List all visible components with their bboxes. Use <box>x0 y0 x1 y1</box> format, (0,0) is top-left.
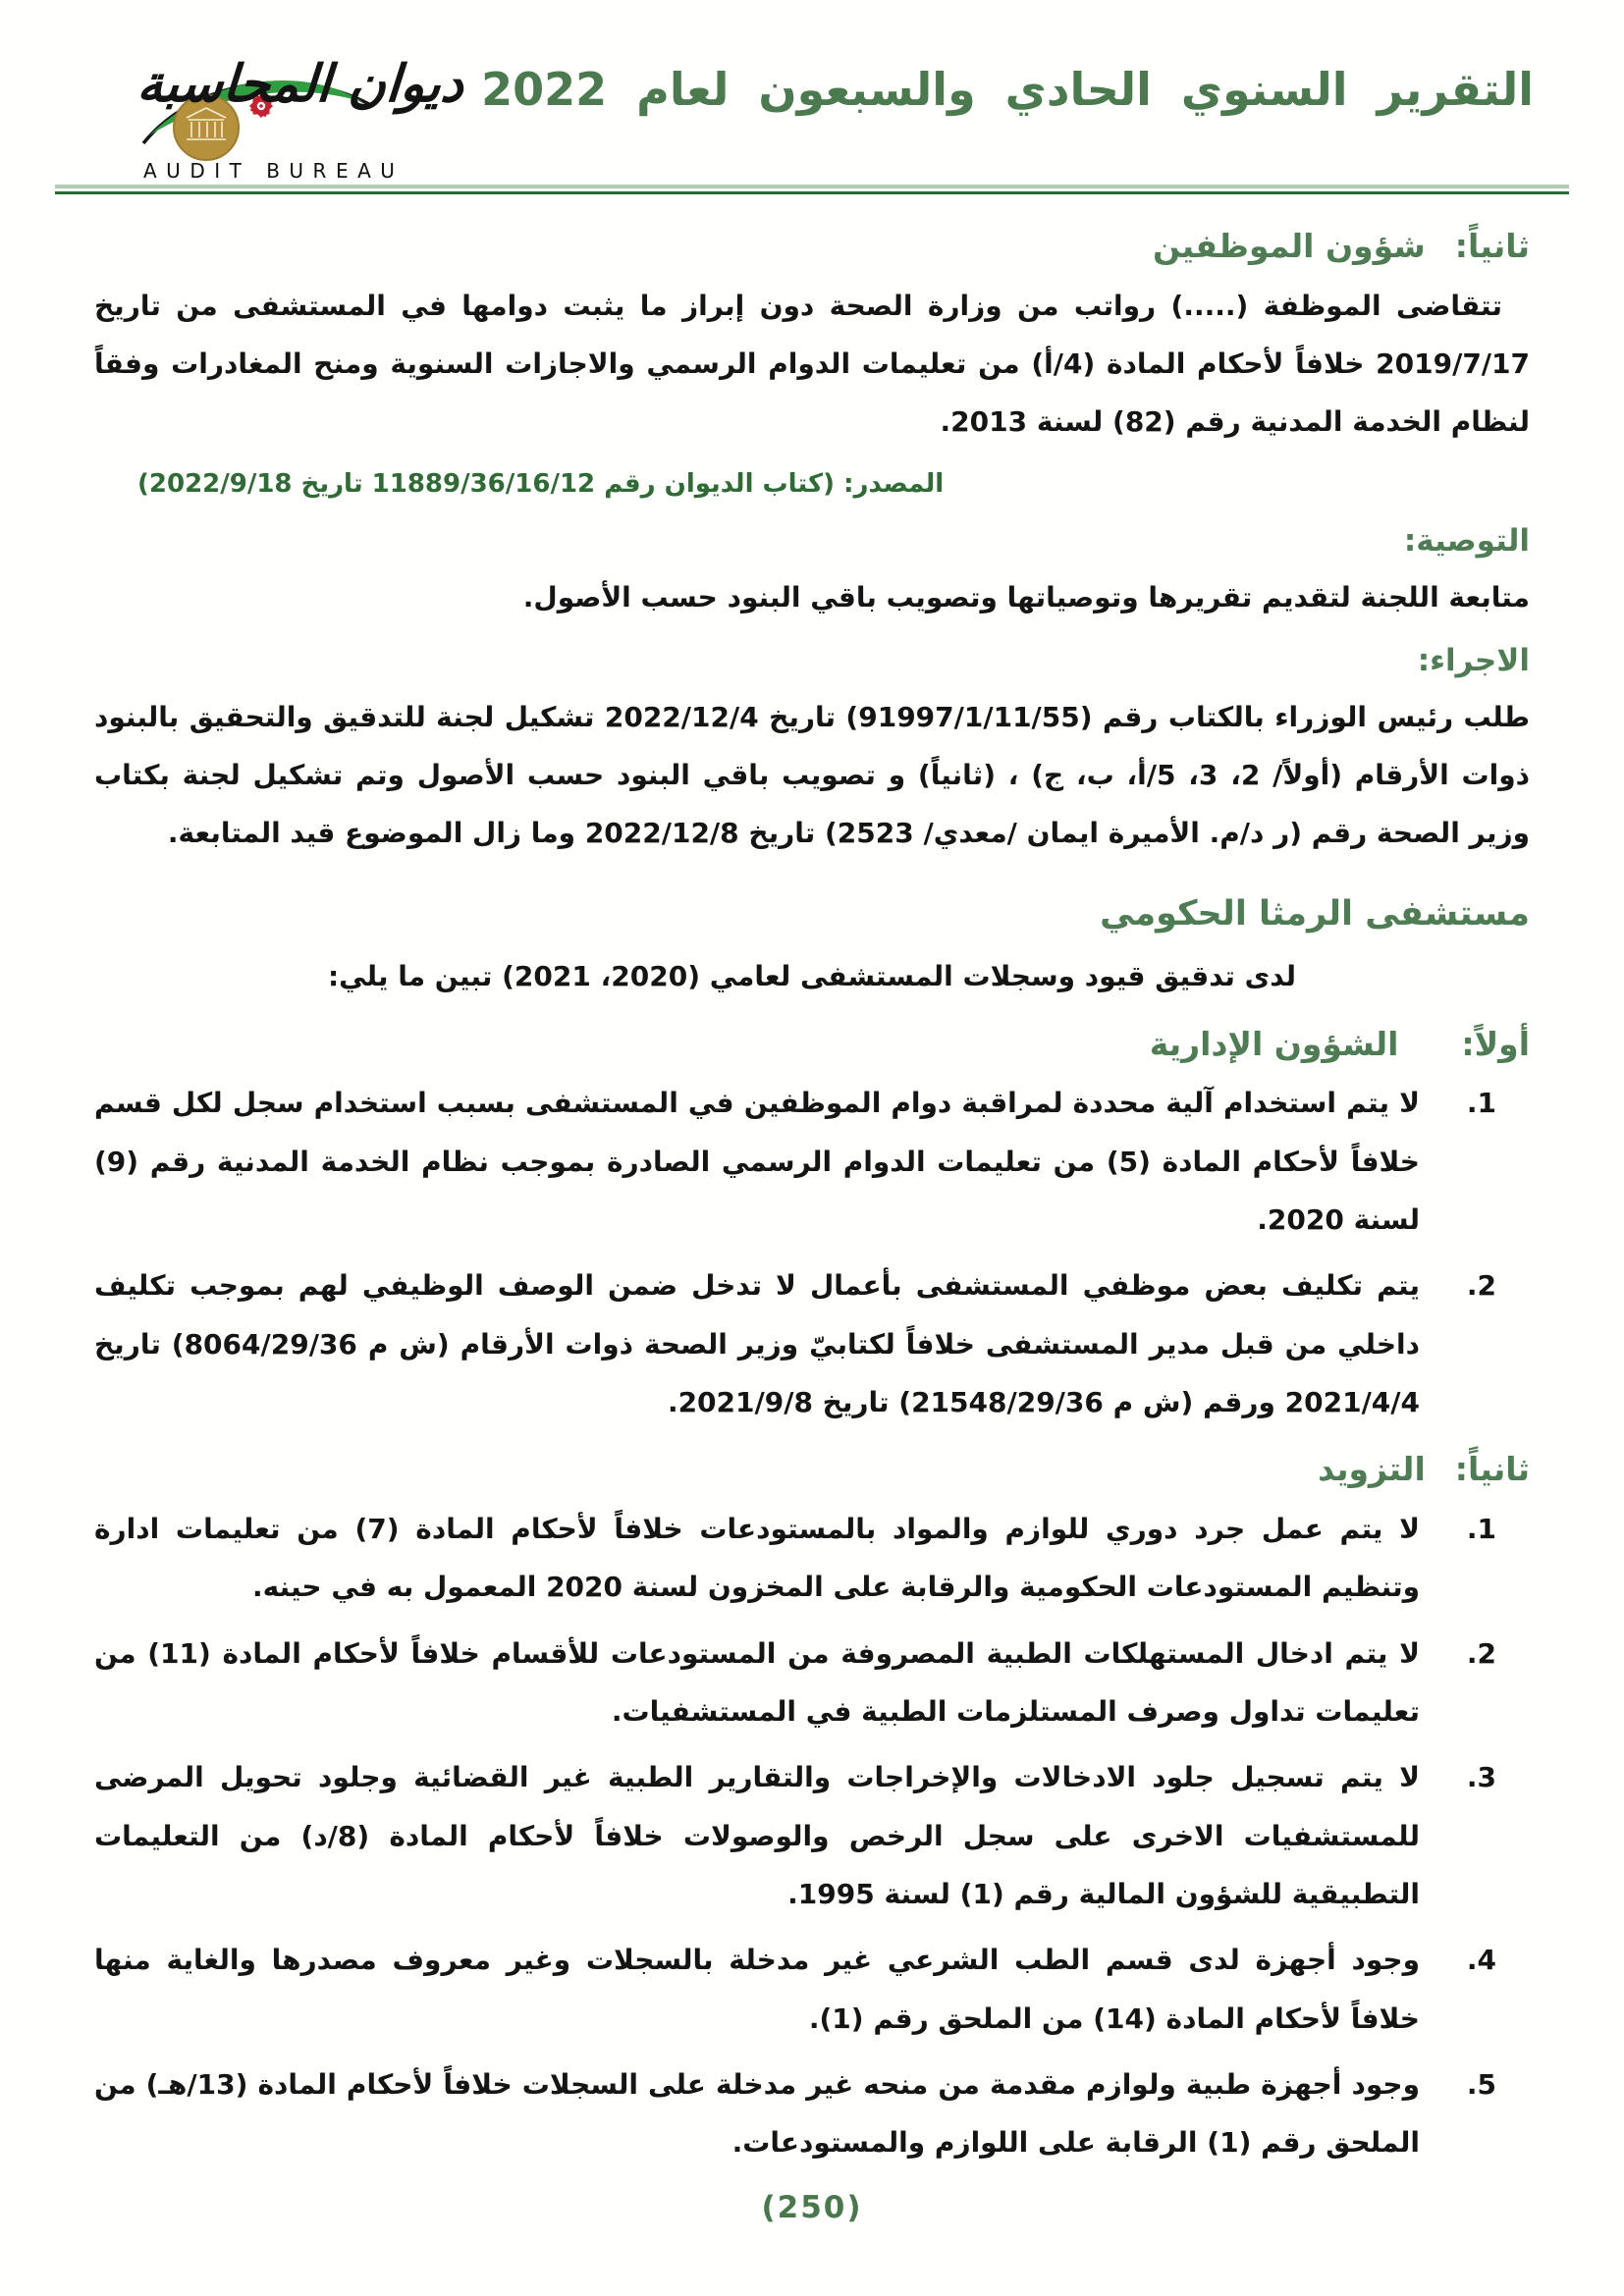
divider-light-rule <box>55 185 1569 188</box>
list-item <box>94 1256 1530 1431</box>
heading-term: ثانياً: <box>1454 1450 1530 1489</box>
heading-term: ثانياً: <box>1454 227 1530 265</box>
logo-petra-medallion-icon <box>174 95 239 160</box>
report-title: التقرير السنوي الحادي والسبعون لعام 2022 <box>481 63 1534 116</box>
heading-term: أولاً: <box>1461 1024 1530 1063</box>
item-text: وجود أجهزة لدى قسم الطب الشرعي غير مدخلة بالسجلات وغير معروف مصدرها والغاية منها خلافاً لأحكام المادة (14) من الملحق رقم (1). <box>94 1944 1420 2035</box>
item-text: يتم تكليف بعض موظفي المستشفى بأعمال لا تدخل ضمن الوصف الوظيفي لهم بموجب تكليف داخلي من قبل مدير المستشفى خلافاً لكتابيّ وزير الصحة ذوات الأرقام (ش م 8064/29/36) تاريخ 2021/4/4 ورقم (ش م 21548/29/36) تاريخ 2021/9/8. <box>94 1269 1420 1418</box>
section-heading-supply <box>94 1445 1530 1494</box>
section-heading-staff-affairs <box>94 222 1530 271</box>
item-number: 5. <box>1466 2068 1496 2102</box>
page-header <box>0 0 1624 196</box>
recommendation-text: متابعة اللجنة لتقديم تقريرها وتوصياتها وتصويب باقي البنود حسب الأصول. <box>522 580 1530 614</box>
heading-title: الشؤون الإدارية <box>1149 1024 1399 1063</box>
item-number: 2. <box>1466 1636 1496 1670</box>
list-item <box>94 1074 1530 1249</box>
list-item <box>94 1500 1530 1617</box>
supply-findings-list <box>94 1500 1530 2172</box>
finding-paragraph: تتقاضى الموظفة (.....) رواتب من وزارة الصحة دون إبراز ما يثبت دوامها في المستشفى من تاريخ 2019/7/17 خلافاً لأحكام المادة (4/أ) من تعليمات الدوام الرسمي والاجازات السنوية ومنح المغادرات وفقاً لنظام الخدمة المدنية رقم (82) لسنة 2013. <box>94 289 1530 439</box>
item-number: 4. <box>1466 1944 1496 1977</box>
action-text: طلب رئيس الوزراء بالكتاب رقم (91997/1/11/55) تاريخ 2022/12/4 تشكيل لجنة للتدقيق والتحقيق بالبنود ذوات الأرقام (أولاً/ 2، 3، 5/أ، ب، ج) ، (ثانياً) و تصويب باقي البنود حسب الأصول وتم تشكيل لجنة بكتاب وزير الصحة رقم (ر د/م. الأميرة ايمان /معدي/ 2523) تاريخ 2022/12/8 وما زال الموضوع قيد المتابعة. <box>94 700 1531 850</box>
heading-title: التزويد <box>1318 1450 1426 1489</box>
section-heading-ramtha-hospital: مستشفى الرمثا الحكومي <box>1100 893 1530 934</box>
audit-bureau-logo <box>135 43 465 192</box>
item-number: 1. <box>1466 1087 1496 1120</box>
page-content <box>94 208 1530 2180</box>
item-text: وجود أجهزة طبية ولوازم مقدمة من منحه غير مدخلة على السجلات خلافاً لأحكام المادة (13/هـ) من الملحق رقم (1) الرقابة على اللوازم والمستودعات. <box>94 2068 1420 2160</box>
item-text: لا يتم تسجيل جلود الادخالات والإخراجات والتقارير الطبية غير القضائية وجلود تحويل المرضى للمستشفيات الاخرى على سجل الرخص والوصولات خلافاً لأحكام المادة (8/د) من التعليمات التطبيقية للشؤون المالية رقم (1) لسنة 1995. <box>94 1761 1420 1910</box>
hospital-intro-line: لدى تدقيق قيود وسجلات المستشفى لعامي (2020، 2021) تبين ما يلي: <box>327 960 1296 993</box>
page-number: (250) <box>761 2190 863 2225</box>
item-number: 1. <box>1466 1512 1496 1545</box>
item-text: لا يتم ادخال المستهلكات الطبية المصروفة من المستودعات للأقسام خلافاً لأحكام المادة (11) من تعليمات تداول وصرف المستلزمات الطبية في المستشفيات. <box>94 1636 1420 1728</box>
item-text: لا يتم استخدام آلية محددة لمراقبة دوام الموظفين في المستشفى بسبب استخدام سجل لكل قسم خلافاً لأحكام المادة (5) من تعليمات الدوام الرسمي الصادرة بموجب نظام الخدمة المدنية رقم (9) لسنة 2020. <box>94 1087 1420 1236</box>
recommendation-label: التوصية: <box>1403 523 1530 560</box>
list-item <box>94 1931 1530 2048</box>
list-item <box>94 2056 1530 2172</box>
header-divider <box>55 185 1569 195</box>
item-number: 3. <box>1466 1761 1496 1794</box>
item-text: لا يتم عمل جرد دوري للوازم والمواد بالمستودعات خلافاً لأحكام المادة (7) من تعليمات ادارة وتنظيم المستودعات الحكومية والرقابة على المخزون لسنة 2020 المعمول به في حينه. <box>94 1512 1420 1604</box>
logo-star-icon <box>249 94 273 118</box>
list-item <box>94 1748 1530 1923</box>
heading-title: شؤون الموظفين <box>1152 227 1426 265</box>
source-reference: المصدر: (كتاب الديوان رقم 11889/36/16/12 تاريخ 2022/9/18) <box>137 468 945 499</box>
list-item <box>94 1625 1530 1741</box>
section-heading-admin-affairs <box>94 1020 1530 1069</box>
logo-calligraphy: ديوان المحاسبة <box>135 55 466 114</box>
action-label: الاجراء: <box>1417 643 1530 679</box>
logo-english-label: AUDIT BUREAU <box>143 159 405 183</box>
divider-dark-rule <box>55 191 1569 194</box>
item-number: 2. <box>1466 1269 1496 1303</box>
admin-findings-list <box>94 1074 1530 1431</box>
